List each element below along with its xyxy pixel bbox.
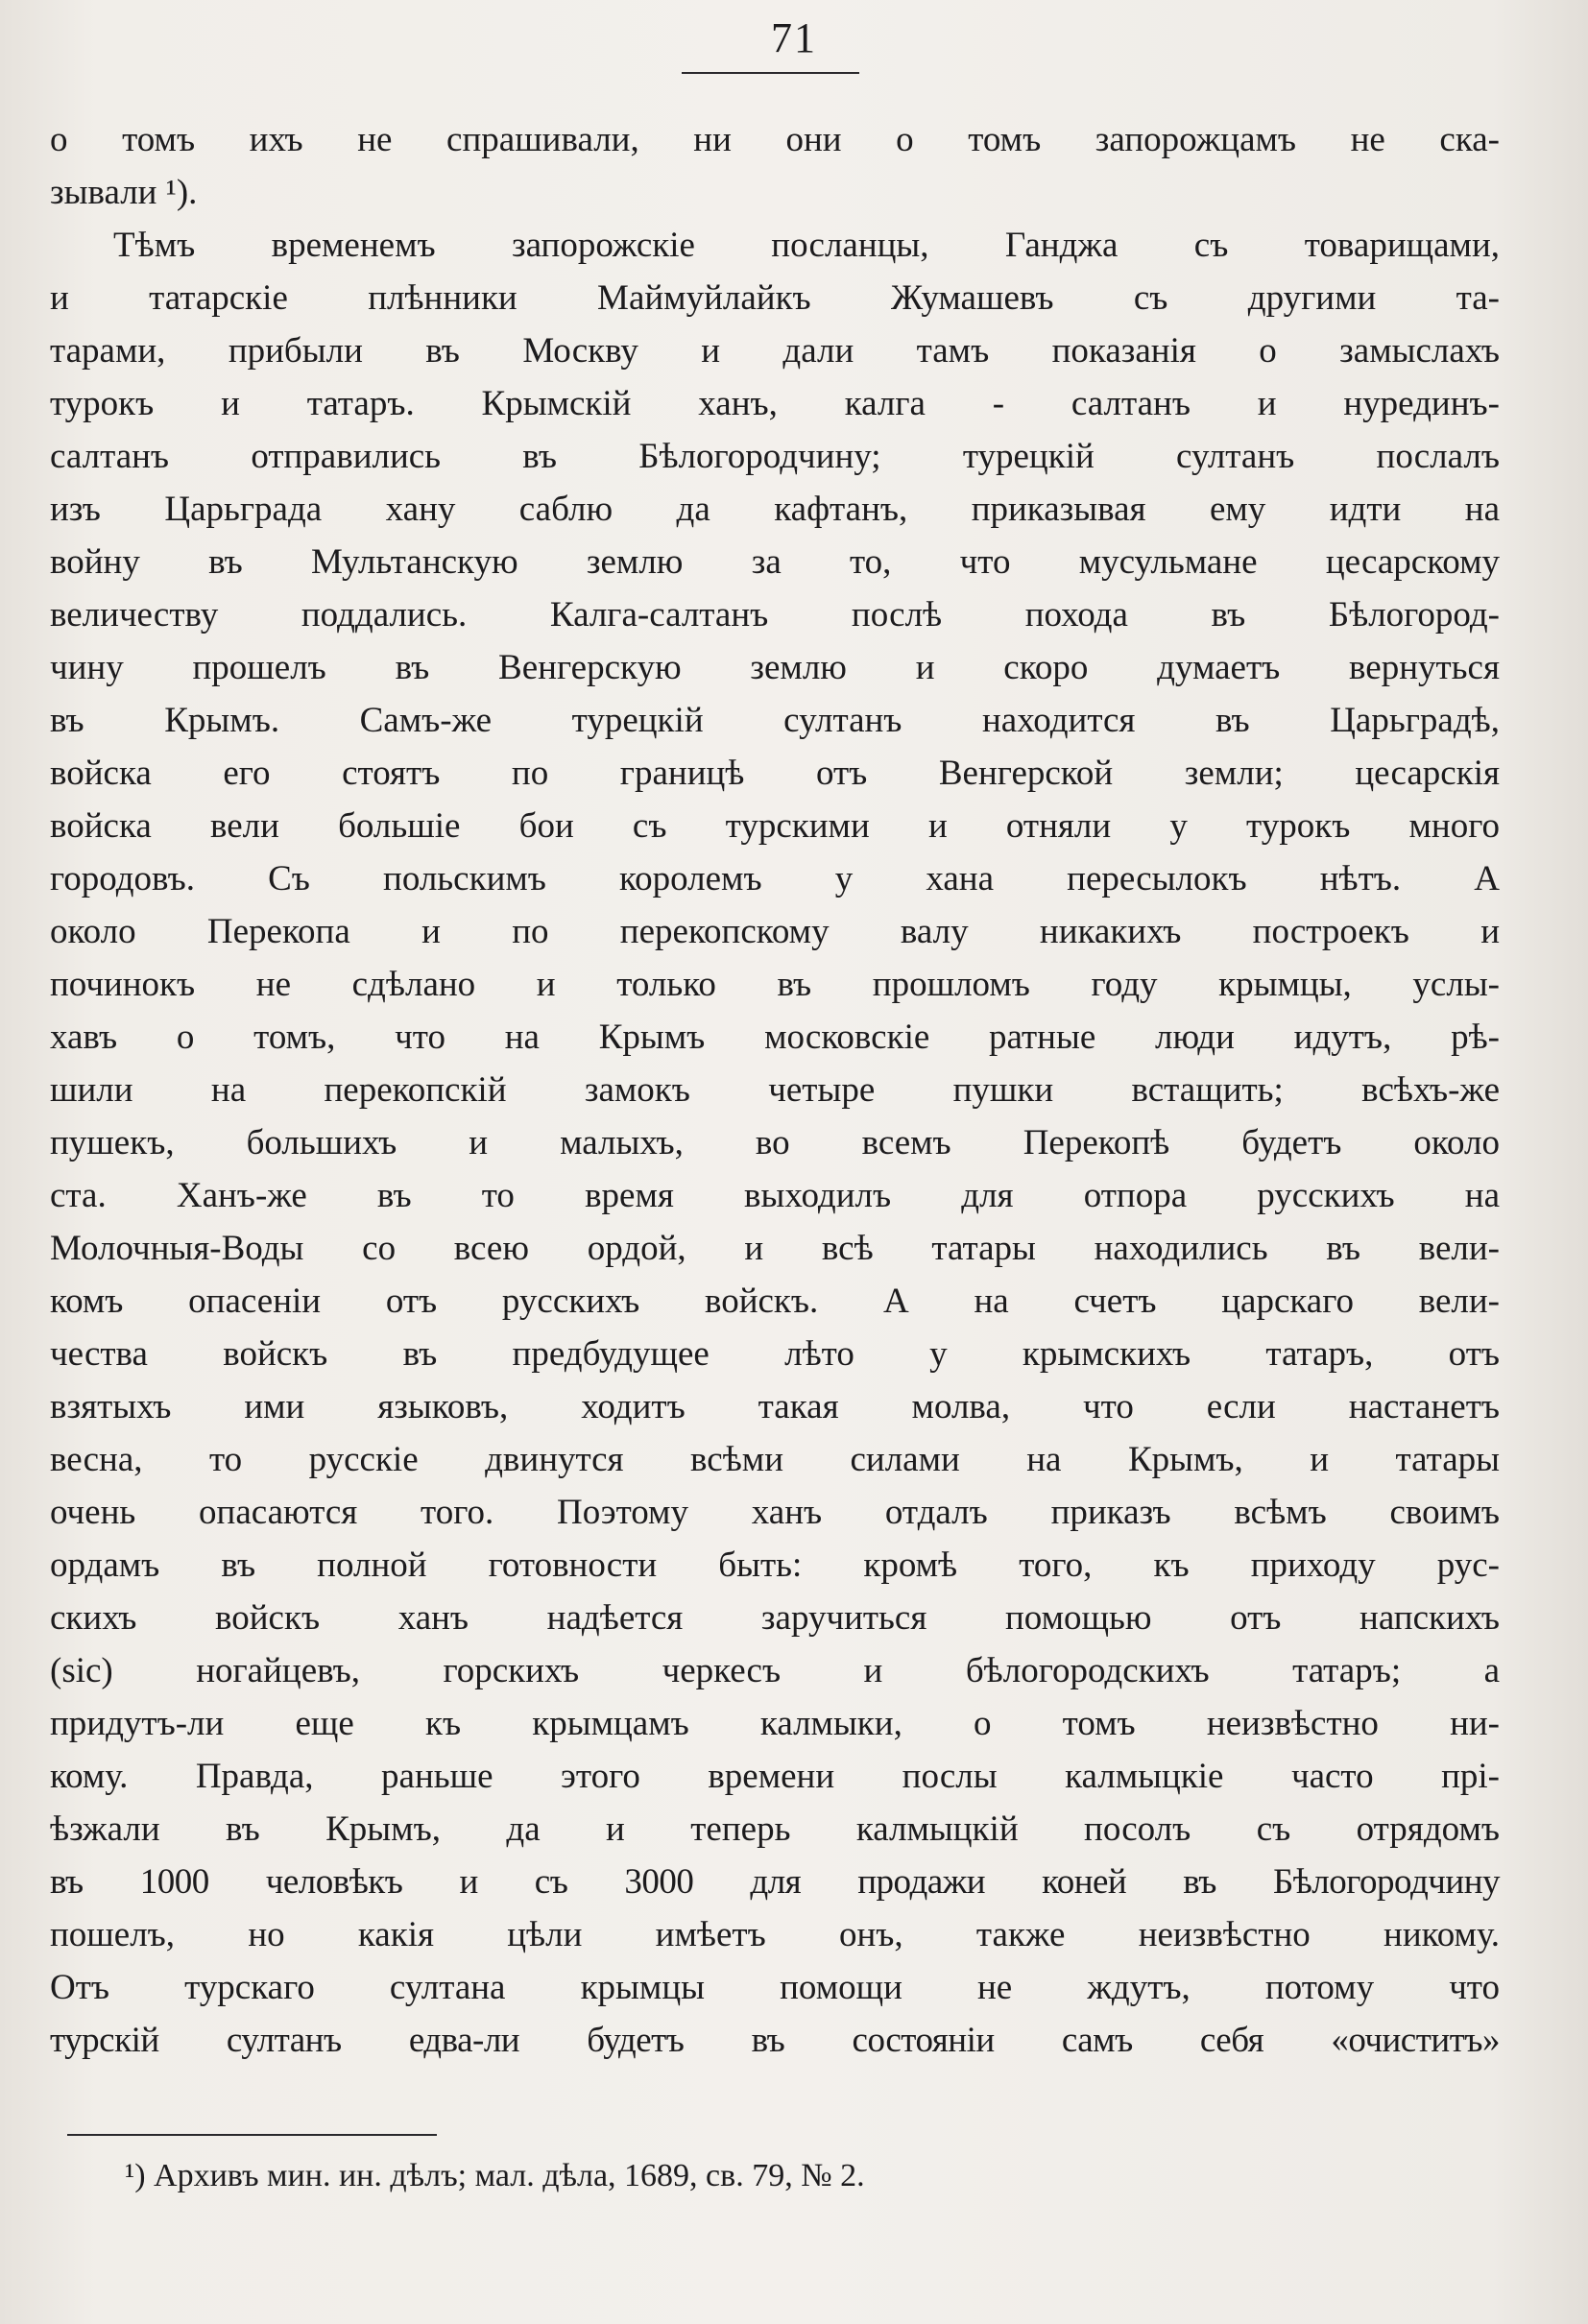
text-line: чества войскъ въ предбудущее лѣто у крымскихъ татаръ, отъ bbox=[50, 1334, 1500, 1374]
text-line: чину прошелъ въ Венгерскую землю и скоро думаетъ вернуться bbox=[50, 648, 1500, 687]
text-line: пушекъ, большихъ и малыхъ, во всемъ Перекопѣ будетъ около bbox=[50, 1123, 1500, 1162]
text-line: придутъ-ли еще къ крымцамъ калмыки, о томъ неизвѣстно ни- bbox=[50, 1704, 1500, 1743]
text-line: турскій султанъ едва-ли будетъ въ состояніи самъ себя «очиститъ» bbox=[50, 2021, 1500, 2060]
text-line: Молочныя-Воды со всею ордой, и всѣ татары находились въ вели- bbox=[50, 1229, 1500, 1268]
text-line: ста. Ханъ-же въ то время выходилъ для отпора русскихъ на bbox=[50, 1176, 1500, 1215]
text-line: величеству поддались. Калга-салтанъ послѣ похода въ Бѣлогород- bbox=[50, 595, 1500, 635]
page-number: 71 bbox=[771, 14, 817, 61]
text-line: Тѣмъ временемъ запорожскіе посланцы, Ганджа съ товарищами, bbox=[113, 226, 1500, 265]
text-line: войну въ Мультанскую землю за то, что мусульмане цесарскому bbox=[50, 542, 1500, 582]
text-line: кому. Правда, раньше этого времени послы калмыцкіе часто прі- bbox=[50, 1757, 1500, 1796]
text-line: тарами, прибыли въ Москву и дали тамъ показанія о замыслахъ bbox=[50, 331, 1500, 371]
text-line: (sic) ногайцевъ, горскихъ черкесъ и бѣлогородскихъ татаръ; а bbox=[50, 1651, 1500, 1690]
text-line: починокъ не сдѣлано и только въ прошломъ году крымцы, услы- bbox=[50, 965, 1500, 1004]
text-line: шили на перекопскій замокъ четыре пушки встащить; всѣхъ-же bbox=[50, 1070, 1500, 1110]
text-line: ордамъ въ полной готовности быть: кромѣ того, къ приходу рус- bbox=[50, 1545, 1500, 1585]
text-line: изъ Царьграда хану саблю да кафтанъ, приказывая ему идти на bbox=[50, 490, 1500, 529]
text-line: турокъ и татаръ. Крымскій ханъ, калга - салтанъ и нурединъ- bbox=[50, 384, 1500, 423]
text-line: въ 1000 человѣкъ и съ 3000 для продажи коней въ Бѣлогородчину bbox=[50, 1862, 1500, 1902]
text-line: въ Крымъ. Самъ-же турецкій султанъ находится въ Царьградѣ, bbox=[50, 701, 1500, 740]
text-line: войска вели большіе бои съ турскими и отняли у турокъ много bbox=[50, 806, 1500, 846]
text-line: городовъ. Съ польскимъ королемъ у хана пересылокъ нѣтъ. А bbox=[50, 859, 1500, 898]
header-rule bbox=[682, 72, 859, 74]
text-line: около Перекопа и по перекопскому валу никакихъ построекъ и bbox=[50, 912, 1500, 951]
text-line: зывали ¹). bbox=[50, 173, 198, 212]
text-line: войска его стоятъ по границѣ отъ Венгерской земли; цесарскія bbox=[50, 754, 1500, 793]
body-text bbox=[50, 113, 1500, 2067]
footnote-rule bbox=[67, 2134, 437, 2136]
text-line: скихъ войскъ ханъ надѣется заручиться помощью отъ напскихъ bbox=[50, 1598, 1500, 1638]
text-line: и татарскіе плѣнники Маймуйлайкъ Жумашевъ съ другими та- bbox=[50, 278, 1500, 318]
text-line: ѣзжали въ Крымъ, да и теперь калмыцкій посолъ съ отрядомъ bbox=[50, 1809, 1500, 1849]
text-line: Отъ турскаго султана крымцы помощи не ждутъ, потому что bbox=[50, 1968, 1500, 2007]
text-line: салтанъ отправились въ Бѣлогородчину; турецкій султанъ послалъ bbox=[50, 437, 1500, 476]
text-line: о томъ ихъ не спрашивали, ни они о томъ запорожцамъ не ска- bbox=[50, 120, 1500, 159]
text-line: пошелъ, но какія цѣли имѣетъ онъ, также неизвѣстно никому. bbox=[50, 1915, 1500, 1954]
footnote: ¹) Архивъ мин. ин. дѣлъ; мал. дѣла, 1689, св. 79, № 2. bbox=[125, 2158, 865, 2193]
text-line: очень опасаются того. Поэтому ханъ отдалъ приказъ всѣмъ своимъ bbox=[50, 1493, 1500, 1532]
text-line: взятыхъ ими языковъ, ходитъ такая молва, что если настанетъ bbox=[50, 1387, 1500, 1426]
text-line: хавъ о томъ, что на Крымъ московскіе ратные люди идутъ, рѣ- bbox=[50, 1018, 1500, 1057]
text-line: весна, то русскіе двинутся всѣми силами на Крымъ, и татары bbox=[50, 1440, 1500, 1479]
text-line: комъ опасеніи отъ русскихъ войскъ. А на счетъ царскаго вели- bbox=[50, 1282, 1500, 1321]
